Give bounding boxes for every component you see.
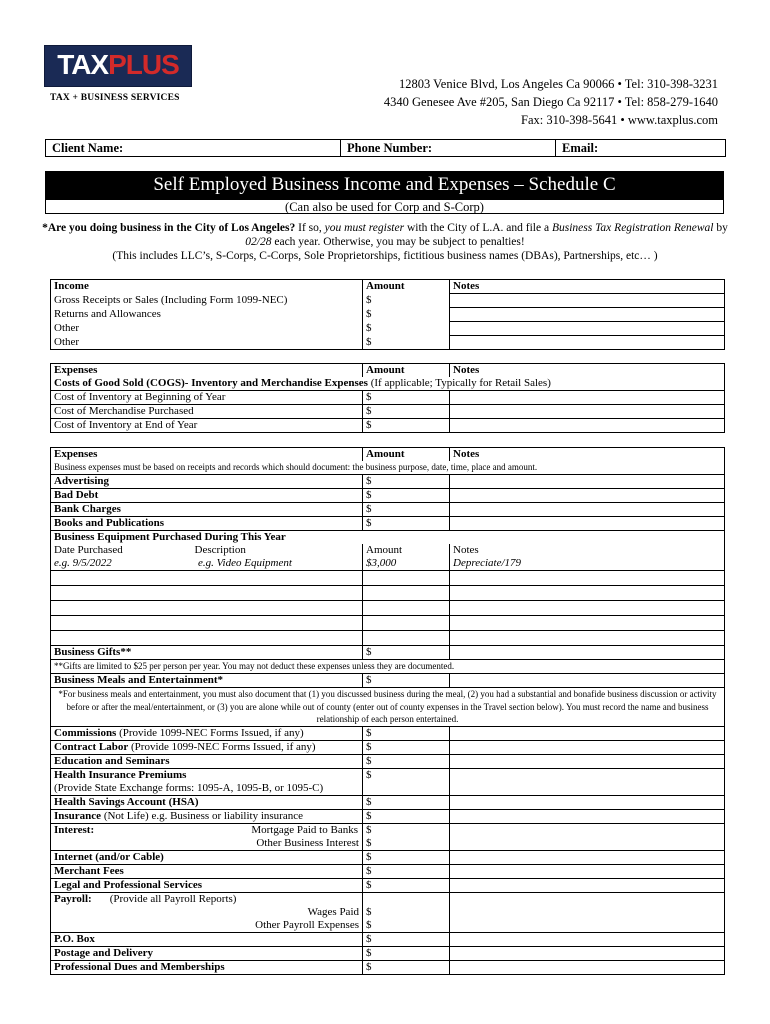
table-row: Contract Labor (Provide 1099-NEC Forms Issued, if any) $ [51, 741, 725, 755]
table-row: Cost of Inventory at End of Year $ [51, 419, 725, 433]
expenses-note: Business expenses must be based on receipts and records which should document: the business purpose, date, time, place and amount. [51, 461, 725, 475]
notes-header: Notes [450, 280, 725, 294]
table-row: Interest: Mortgage Paid to Banks $ [51, 824, 725, 838]
table-row: Business Gifts** $ [51, 646, 725, 660]
expenses-table [50, 447, 725, 975]
table-row: Wages Paid $ [51, 906, 725, 919]
income-header: Income [51, 280, 363, 294]
email-field[interactable]: Email: [562, 141, 599, 155]
client-name-field[interactable]: Client Name: [46, 140, 341, 156]
table-row: Internet (and/or Cable) $ [51, 851, 725, 865]
table-row: Legal and Professional Services $ [51, 879, 725, 893]
la-notice-line-2: 02/28 each year. Otherwise, you may be subject to penalties! [245, 236, 525, 248]
table-row: Advertising $ [51, 475, 725, 489]
table-row: Insurance (Not Life) e.g. Business or liability insurance $ [51, 810, 725, 824]
equipment-title: Business Equipment Purchased During This Year [51, 531, 725, 545]
equipment-row [51, 616, 725, 631]
cogs-subheader: Costs of Good Sold (COGS)- Inventory and Merchandise Expenses (If applicable; Typically for Retail Sales) [51, 377, 725, 391]
table-row: Health Insurance Premiums $ [51, 769, 725, 783]
tagline: TAX + BUSINESS SERVICES [50, 93, 180, 103]
table-row: Gross Receipts or Sales (Including Form 1099-NEC) $ [51, 294, 725, 308]
table-row: Payroll: (Provide all Payroll Reports) [51, 893, 725, 907]
taxplus-logo [44, 45, 192, 87]
amount-header: Amount [363, 280, 450, 294]
logo-text-tax: TAX [57, 49, 109, 80]
table-row: Merchant Fees $ [51, 865, 725, 879]
table-row: P.O. Box $ [51, 933, 725, 947]
table-header-row: Expenses Amount Notes [51, 448, 725, 462]
logo-text-plus: PLUS [108, 49, 179, 80]
table-row: Returns and Allowances $ [51, 308, 725, 322]
table-row: Bad Debt $ [51, 489, 725, 503]
table-header-row [51, 280, 725, 294]
table-row: Education and Seminars $ [51, 755, 725, 769]
table-row: Professional Dues and Memberships $ [51, 961, 725, 975]
la-notice-line-1: *Are you doing business in the City of Los Angeles? If so, you must register with the City of L.A. and file a Business Tax Registration Renewal by [42, 222, 728, 234]
equipment-row [51, 601, 725, 616]
table-row: Cost of Merchandise Purchased $ [51, 405, 725, 419]
form-subtitle: (Can also be used for Corp and S-Corp) [45, 199, 724, 214]
table-row: Postage and Delivery $ [51, 947, 725, 961]
table-row: Cost of Inventory at Beginning of Year $ [51, 391, 725, 405]
phone-number-field[interactable]: Phone Number: [341, 140, 556, 156]
table-row: Other $ [51, 336, 725, 350]
table-row: Business Meals and Entertainment* $ [51, 674, 725, 688]
equipment-row [51, 631, 725, 646]
client-info-row [45, 139, 726, 157]
equipment-header-row: Date Purchased Description Amount Notes [51, 544, 725, 557]
equipment-row [51, 571, 725, 586]
table-row: Health Savings Account (HSA) $ [51, 796, 725, 810]
gifts-note: **Gifts are limited to $25 per person per year. You may not deduct these expenses unless they are documented. [51, 660, 725, 674]
address-line-3: Fax: 310-398-5641 • www.taxplus.com [521, 113, 718, 127]
form-title: Self Employed Business Income and Expenses – Schedule C [45, 171, 724, 199]
address-line-2: 4340 Genesee Ave #205, San Diego Ca 92117 • Tel: 858-279-1640 [383, 95, 718, 109]
la-notice-line-3: (This includes LLC’s, S-Corps, C-Corps, Sole Proprietorships, fictitious business names (DBAs), Partnerships, etc… ) [112, 250, 658, 262]
address-line-1: 12803 Venice Blvd, Los Angeles Ca 90066 • Tel: 310-398-3231 [399, 77, 718, 91]
cogs-table [50, 363, 725, 433]
table-row: (Provide State Exchange forms: 1095-A, 1095-B, or 1095-C) [51, 782, 725, 796]
equipment-example-row: e.g. 9/5/2022 e.g. Video Equipment $3,000 Depreciate/179 [51, 557, 725, 571]
income-table [50, 279, 725, 350]
equipment-row [51, 586, 725, 601]
table-row: Bank Charges $ [51, 503, 725, 517]
table-row: Commissions (Provide 1099-NEC Forms Issued, if any) $ [51, 727, 725, 741]
table-row: Other Business Interest $ [51, 837, 725, 851]
table-row: Other Payroll Expenses $ [51, 919, 725, 933]
meals-note: *For business meals and entertainment, you must also document that (1) you discussed business during the meal, (2) you had a substantial and bonafide business discussion or activity before or after the meal/entertainment, or (3) you are alone while out of county (enter out of county expenses in the Travel section below). You must record the name and business relationship of each person entertained. [51, 688, 725, 727]
table-header-row: Expenses Amount Notes [51, 364, 725, 378]
table-row: Books and Publications $ [51, 517, 725, 531]
table-row: Other $ [51, 322, 725, 336]
